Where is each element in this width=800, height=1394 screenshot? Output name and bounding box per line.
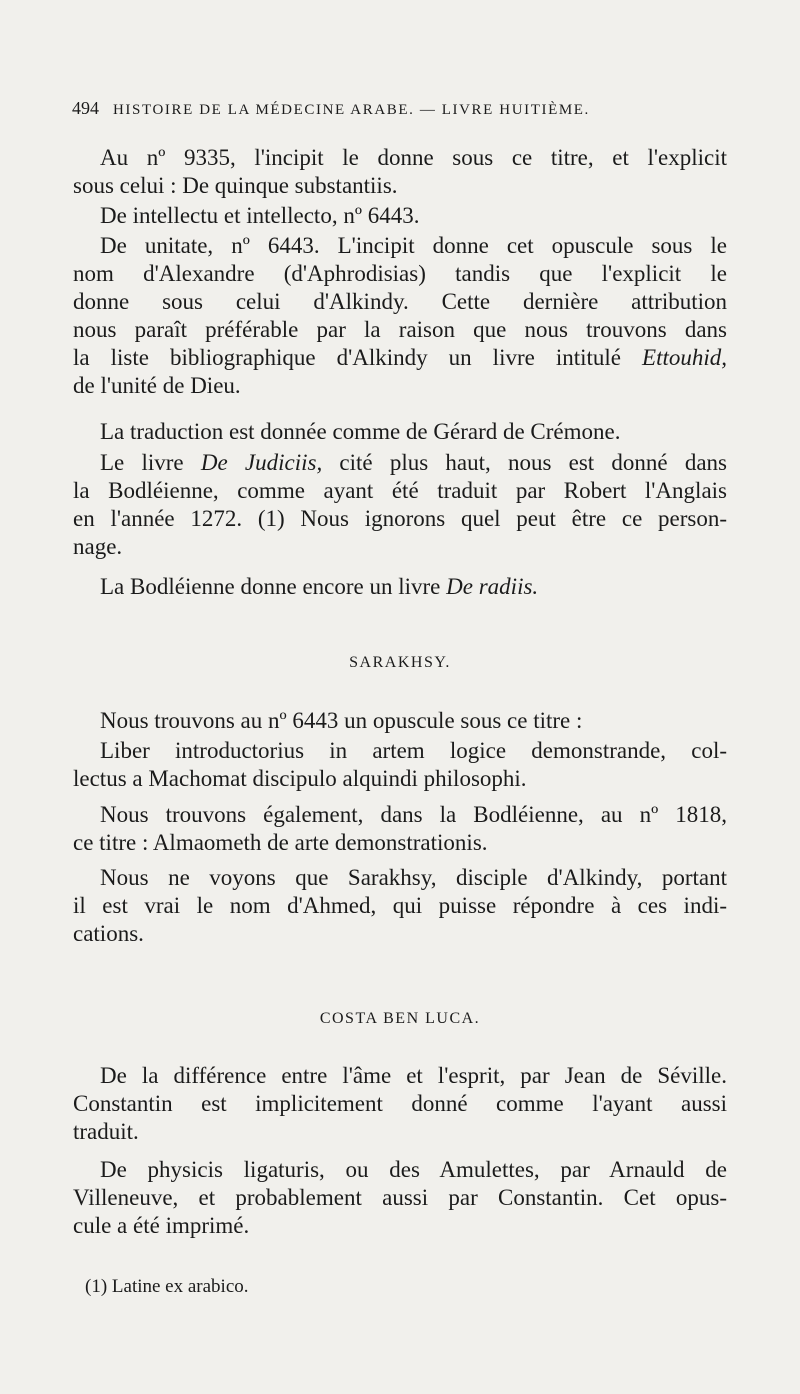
text-line: sous celui : De quinque substantiis. [73, 173, 398, 198]
text-line: cule a été imprimé. [73, 1213, 250, 1238]
text-line [73, 449, 727, 477]
text-run: la liste bibliographique d'Alkindy un livre intitulé [73, 345, 643, 370]
text-line: De la différence entre l'âme et l'esprit, par Jean de Séville. [100, 1063, 727, 1088]
text-line: De physicis ligaturis, ou des Amulettes, par Arnauld de [100, 1157, 727, 1182]
text-line: Nous trouvons au nº 6443 un opuscule sous ce titre : [100, 708, 583, 733]
text-line: Constantin est implicitement donné comme l'ayant aussi [73, 1091, 727, 1116]
text-line: nom d'Alexandre (d'Aphrodisias) tandis que l'explicit le [73, 261, 727, 286]
text-line: Villeneuve, et probablement aussi par Constantin. Cet opus- [73, 1185, 727, 1210]
italic-title: De Judiciis, [200, 450, 323, 475]
paragraph [73, 232, 727, 400]
paragraph [73, 1062, 727, 1146]
paragraph [73, 737, 727, 793]
paragraph [73, 418, 727, 446]
text-line: il est vrai le nom d'Ahmed, qui puisse répondre à ces indi- [73, 893, 727, 918]
paragraph [73, 449, 727, 561]
paragraph [73, 573, 727, 601]
text-line: cations. [73, 921, 144, 946]
paragraph [73, 202, 727, 230]
paragraph [73, 707, 727, 735]
text-line: De intellectu et intellecto, nº 6443. [100, 203, 420, 228]
text-line: La traduction est donnée comme de Gérard de Crémone. [100, 419, 621, 444]
text-line: traduit. [73, 1119, 139, 1144]
running-title: HISTOIRE DE LA MÉDECINE ARABE. — LIVRE HUITIÈME. [113, 102, 590, 118]
footnote: (1) Latine ex arabico. [85, 1276, 249, 1297]
paragraph [73, 864, 727, 948]
text-line [73, 573, 727, 601]
paragraph [73, 144, 727, 200]
text-line: nage. [73, 534, 123, 559]
running-head [72, 98, 712, 119]
paragraph [73, 1156, 727, 1240]
italic-title: Ettouhid, [642, 345, 727, 370]
text-line: Au nº 9335, l'incipit le donne sous ce titre, et l'explicit [100, 145, 727, 170]
text-line: Nous ne voyons que Sarakhsy, disciple d'Alkindy, portant [100, 865, 727, 890]
text-line: de l'unité de Dieu. [73, 373, 241, 398]
text-line: ce titre : Almaometh de arte demonstrationis. [73, 830, 488, 855]
text-line: Liber introductorius in artem logice demonstrande, col- [100, 738, 727, 763]
text-line: donne sous celui d'Alkindy. Cette dernière attribution [73, 289, 727, 314]
text-line: la Bodléienne, comme ayant été traduit par Robert l'Anglais [73, 478, 727, 503]
text-run: cité plus haut, nous est donné dans [322, 450, 728, 475]
section-heading: COSTA BEN LUCA. [319, 1010, 481, 1027]
italic-title: De radiis. [446, 574, 539, 599]
text-line: De unitate, nº 6443. L'incipit donne cet opuscule sous le [100, 233, 727, 258]
page-number: 494 [72, 98, 99, 118]
text-line [73, 344, 727, 372]
text-line: nous paraît préférable par la raison que nous trouvons dans [73, 317, 727, 342]
text-line: lectus a Machomat discipulo alquindi philosophi. [73, 766, 527, 791]
text-run: Le livre [100, 450, 201, 475]
text-line: Nous trouvons également, dans la Bodléienne, au nº 1818, [100, 802, 727, 827]
section-heading: SARAKHSY. [349, 654, 451, 671]
text-run: La Bodléienne donne encore un livre [100, 574, 447, 599]
text-line: en l'année 1272. (1) Nous ignorons quel peut être ce person- [73, 506, 727, 531]
paragraph [73, 801, 727, 857]
